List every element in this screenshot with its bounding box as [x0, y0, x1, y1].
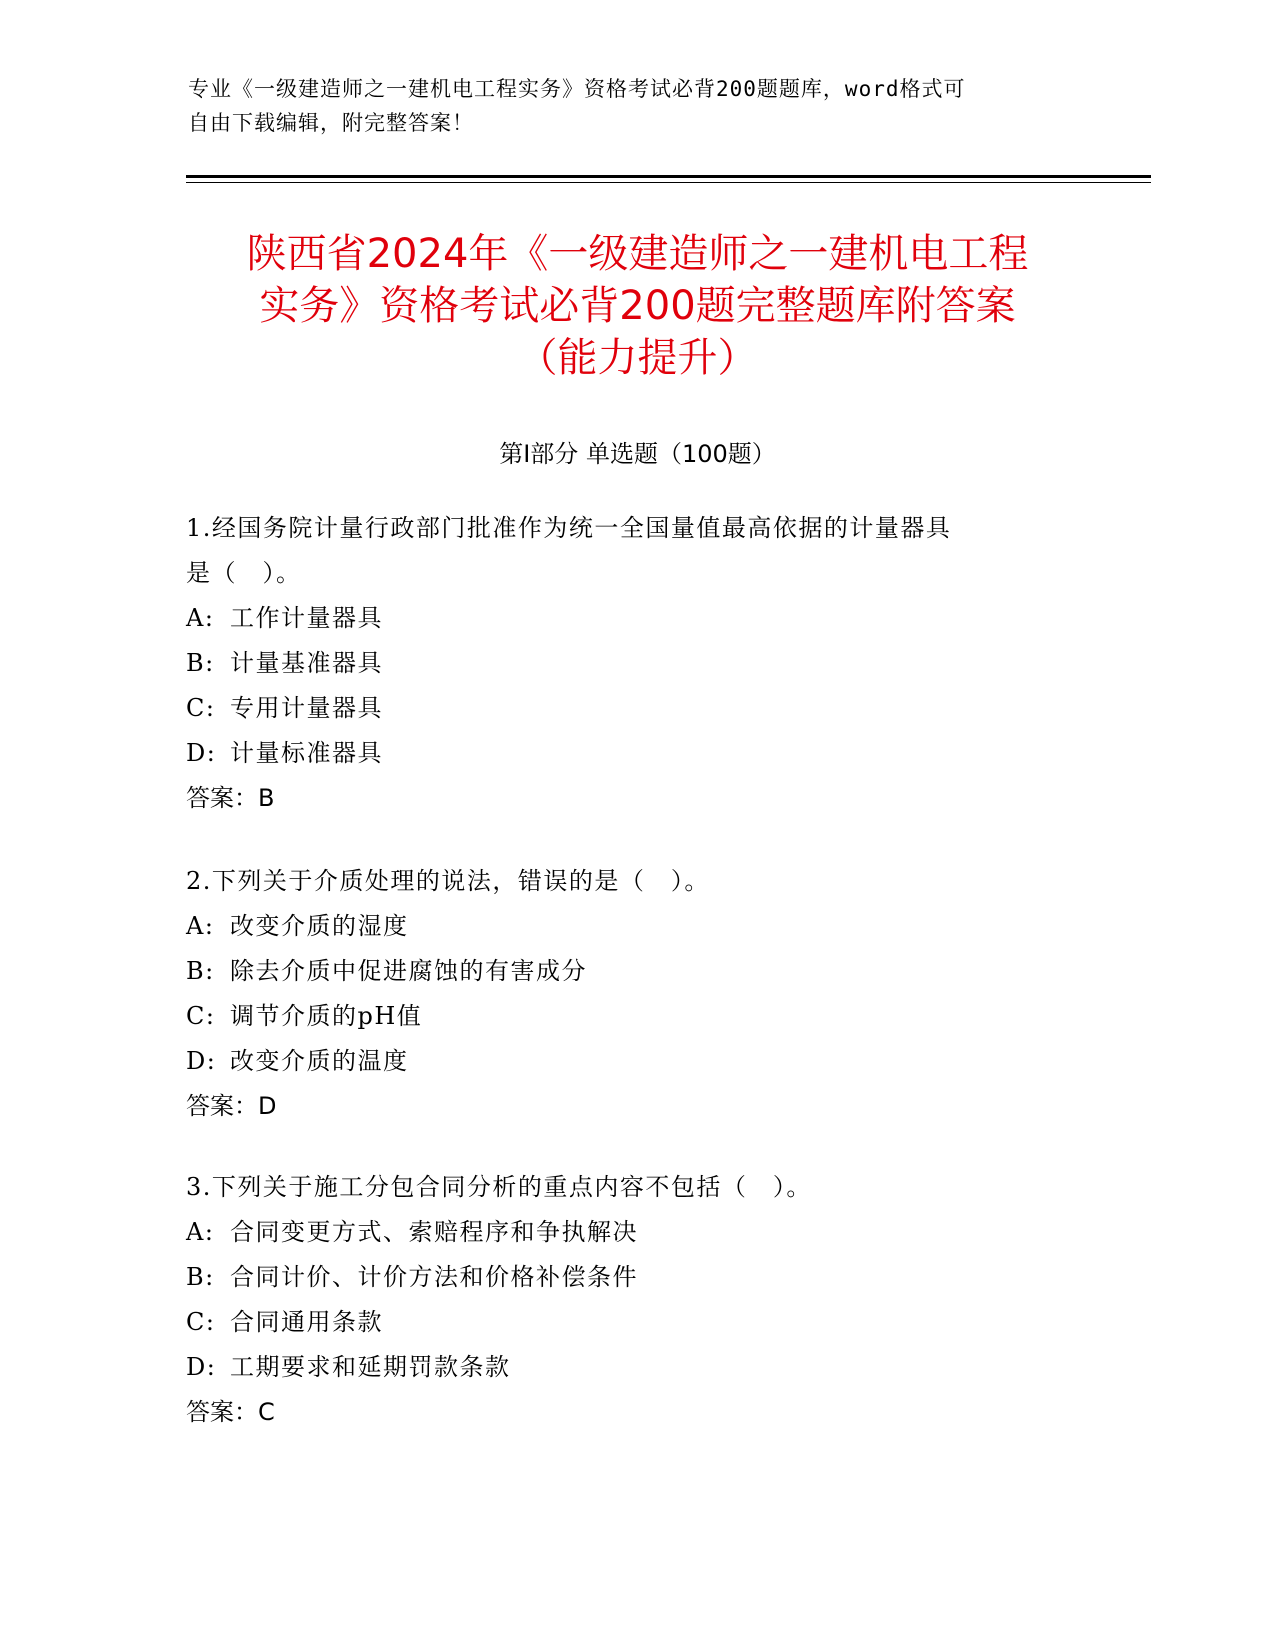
question-stem: 3.下列关于施工分包合同分析的重点内容不包括（ ）。: [186, 1173, 812, 1201]
option-c: [186, 994, 1066, 1039]
option-a: [186, 904, 1066, 949]
option-b: [186, 1255, 1066, 1300]
option-c: [186, 1300, 1066, 1345]
option-letter: D:: [186, 1047, 217, 1075]
option-text: 专用计量器具: [230, 694, 383, 722]
header-note-line-1: 专业《一级建造师之一建机电工程实务》资格考试必背200题题库，word格式可: [188, 77, 966, 101]
question-1: [186, 506, 1066, 821]
document-title-line-1: 陕西省2024年《一级建造师之一建机电工程: [246, 231, 1029, 277]
option-a: [186, 596, 1066, 641]
option-text: 计量标准器具: [230, 739, 383, 767]
document-title: [150, 228, 1125, 384]
question-2: [186, 859, 1066, 1129]
header-divider-thick: [186, 175, 1151, 178]
question-stem-continued: 是（ ）。: [186, 559, 302, 587]
document-title-line-3: （能力提升）: [517, 335, 758, 381]
option-letter: A:: [186, 1218, 215, 1246]
option-text: 调节介质的pH值: [230, 1002, 423, 1030]
option-letter: C:: [186, 1308, 216, 1336]
option-d: [186, 1345, 1066, 1390]
option-c: [186, 686, 1066, 731]
answer-label: 答案：D: [186, 1092, 277, 1120]
option-letter: A:: [186, 604, 215, 632]
header-note: [188, 72, 1068, 140]
question-stem: 2.下列关于介质处理的说法，错误的是（ ）。: [186, 867, 710, 895]
header-divider-thin: [186, 182, 1151, 183]
answer-label: 答案：B: [186, 784, 275, 812]
option-text: 工作计量器具: [230, 604, 383, 632]
option-text: 改变介质的温度: [230, 1047, 409, 1075]
option-b: [186, 949, 1066, 994]
option-letter: B:: [186, 1263, 215, 1291]
option-letter: B:: [186, 649, 215, 677]
option-text: 合同通用条款: [230, 1308, 383, 1336]
option-d: [186, 731, 1066, 776]
option-text: 合同计价、计价方法和价格补偿条件: [230, 1263, 638, 1291]
option-b: [186, 641, 1066, 686]
section-heading: 第Ⅰ部分 单选题（100题）: [499, 440, 776, 468]
option-text: 工期要求和延期罚款条款: [230, 1353, 511, 1381]
question-stem: 1.经国务院计量行政部门批准作为统一全国量值最高依据的计量器具: [186, 514, 952, 542]
option-a: [186, 1210, 1066, 1255]
option-letter: B:: [186, 957, 215, 985]
header-note-line-2: 自由下载编辑，附完整答案！: [188, 111, 474, 135]
option-letter: D:: [186, 1353, 217, 1381]
option-letter: D:: [186, 739, 217, 767]
option-text: 合同变更方式、索赔程序和争执解决: [230, 1218, 638, 1246]
option-d: [186, 1039, 1066, 1084]
question-3: [186, 1165, 1066, 1435]
option-text: 计量基准器具: [230, 649, 383, 677]
option-text: 改变介质的湿度: [230, 912, 409, 940]
option-letter: C:: [186, 1002, 216, 1030]
answer-label: 答案：C: [186, 1398, 275, 1426]
option-letter: A:: [186, 912, 215, 940]
document-title-line-2: 实务》资格考试必背200题完整题库附答案: [259, 283, 1016, 329]
option-text: 除去介质中促进腐蚀的有害成分: [230, 957, 587, 985]
option-letter: C:: [186, 694, 216, 722]
